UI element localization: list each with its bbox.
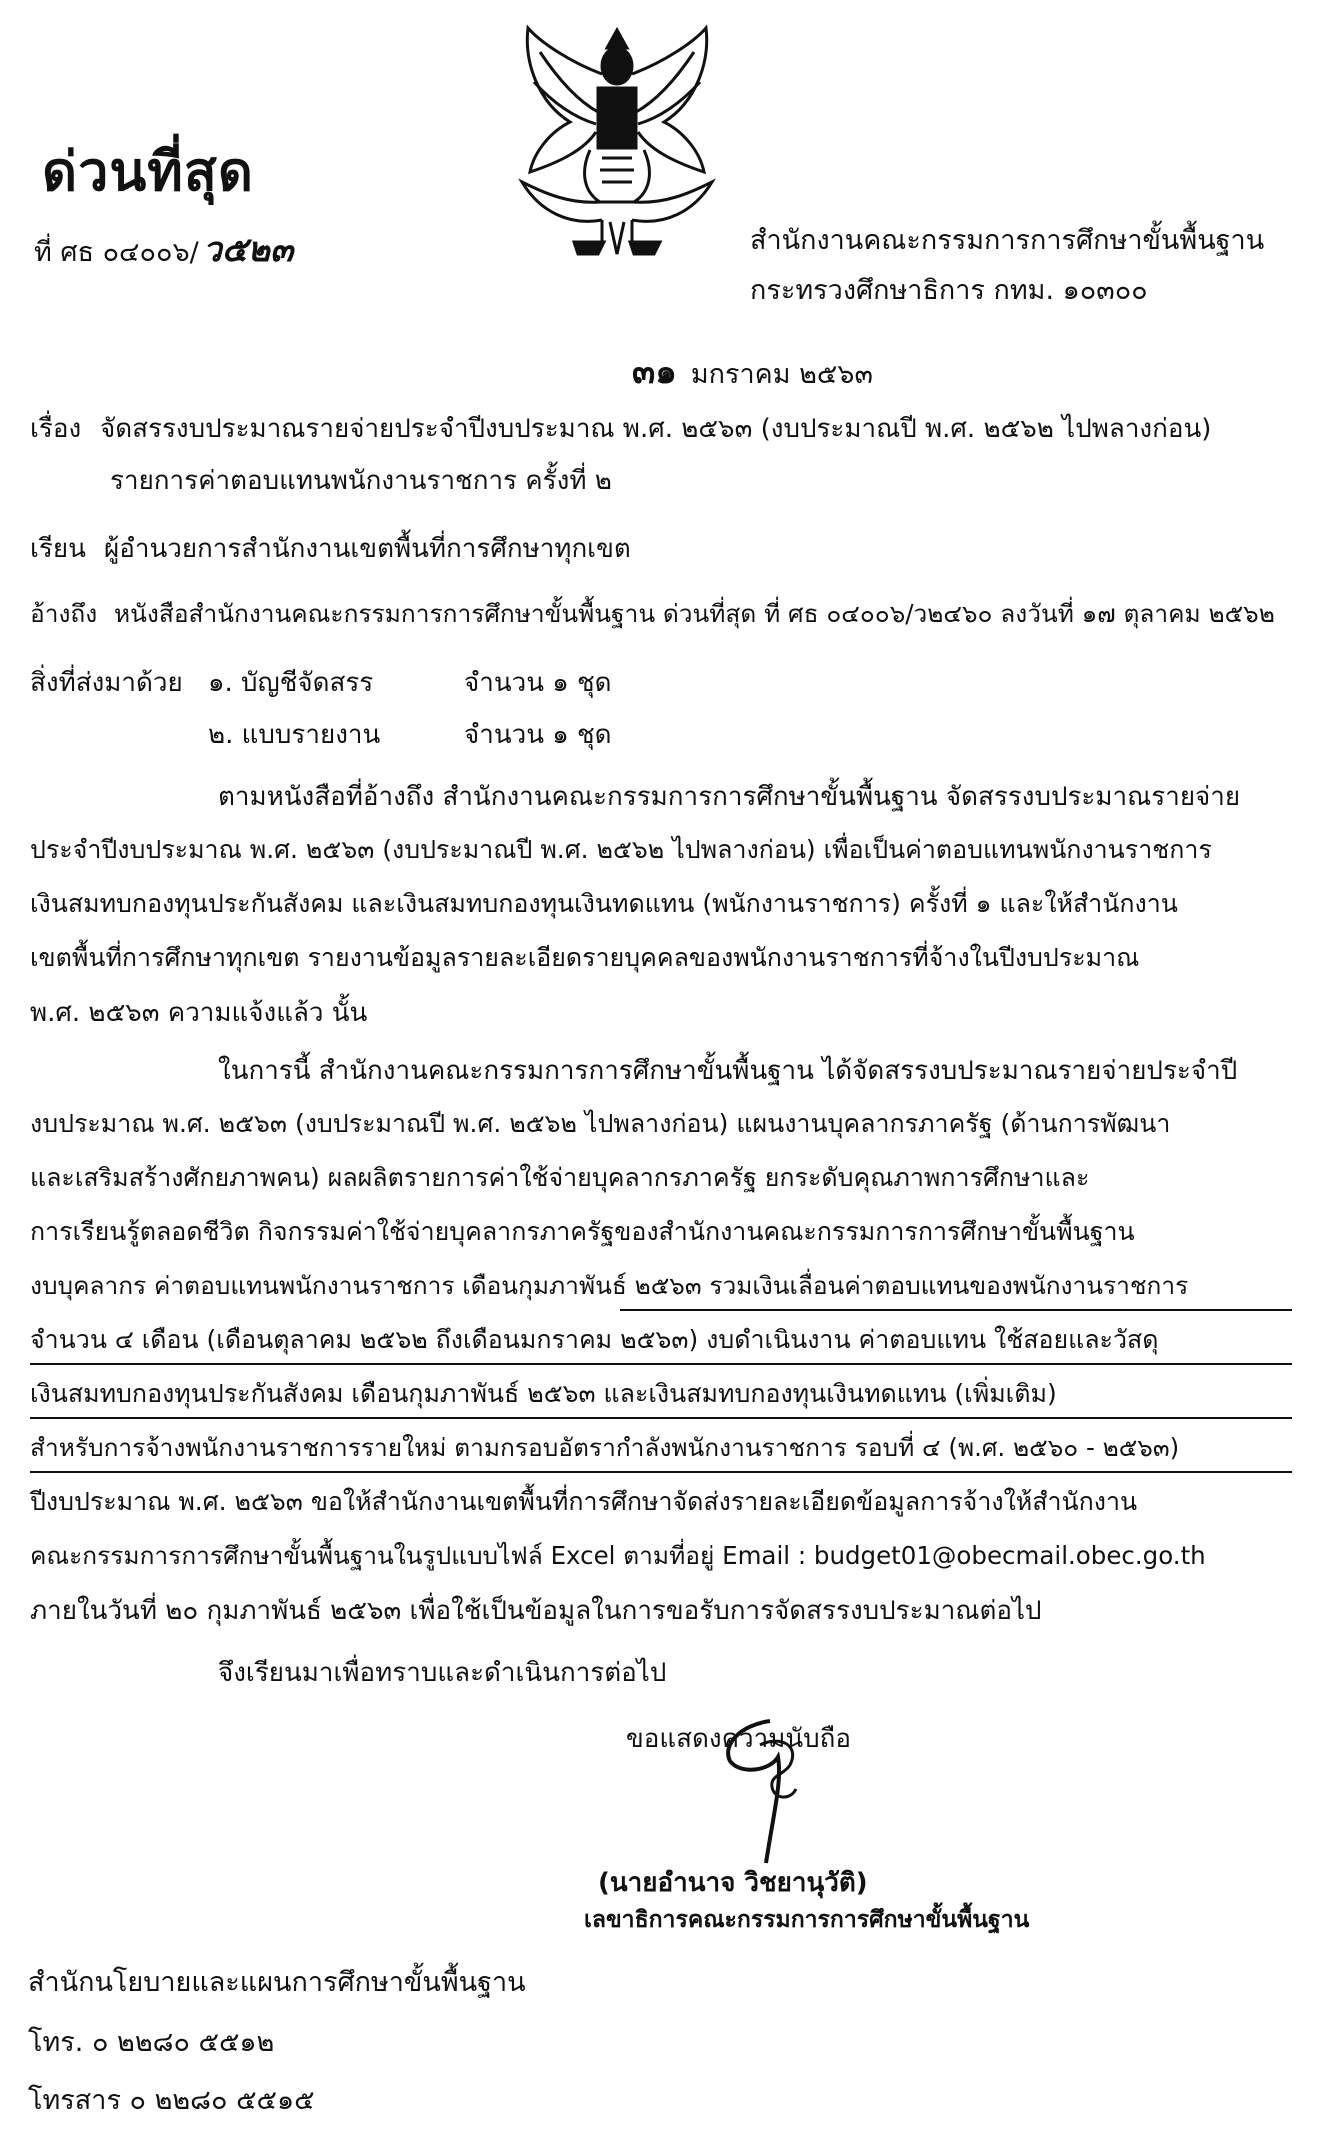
signatory-name: (นายอำนาจ วิชยานุวัติ) <box>598 1868 868 1898</box>
subject-label: เรื่อง <box>30 414 82 444</box>
paragraph-2-line: งบประมาณ พ.ศ. ๒๕๖๓ (งบประมาณปี พ.ศ. ๒๕๖๒ ไปพลางก่อน) แผนงานบุคลากรภาครัฐ (ด้านการพัฒนา <box>30 1109 1171 1138</box>
reference-label: อ้างถึง <box>30 599 98 628</box>
document-date <box>632 344 873 398</box>
issuing-ministry-address: กระทรวงศึกษาธิการ กทม. ๑๐๓๐๐ <box>750 275 1148 306</box>
reference-value: หนังสือสำนักงานคณะกรรมการการศึกษาขั้นพื้นฐาน ด่วนที่สุด ที่ ศธ ๐๔๐๐๖/ว๒๔๖๐ ลงวันที่ ๑๗ ตุลาคม ๒๕๖๒ <box>114 599 1275 628</box>
paragraph-2-line: ภายในวันที่ ๒๐ กุมภาพันธ์ ๒๕๖๓ เพื่อใช้เป็นข้อมูลในการขอรับการจัดสรรงบประมาณต่อไป <box>30 1596 1042 1626</box>
paragraph-2-line: ปีงบประมาณ พ.ศ. ๒๕๖๓ ขอให้สำนักงานเขตพื้นที่การศึกษาจัดส่งรายละเอียดข้อมูลการจ้างให้สำนักงาน <box>30 1487 1138 1516</box>
handwritten-underline <box>30 1471 1292 1473</box>
attachment-2-qty: จำนวน ๑ ชุด <box>464 720 612 750</box>
paragraph-1-line: พ.ศ. ๒๕๖๓ ความแจ้งแล้ว นั้น <box>30 998 368 1028</box>
handwritten-underline <box>620 1309 1292 1311</box>
paragraph-2-line: ในการนี้ สำนักงานคณะกรรมการการศึกษาขั้นพื้นฐาน ได้จัดสรรงบประมาณรายจ่ายประจำปี <box>218 1056 1238 1086</box>
paragraph-2-line: และเสริมสร้างศักยภาพคน) ผลผลิตรายการค่าใช้จ่ายบุคลากรภาครัฐ ยกระดับคุณภาพการศึกษาและ <box>30 1163 1090 1192</box>
paragraph-2-line: การเรียนรู้ตลอดชีวิต กิจกรรมค่าใช้จ่ายบุคลากรภาครัฐของสำนักงานคณะกรรมการการศึกษาขั้นพื้นฐาน <box>30 1217 1135 1246</box>
subject-text-line2: รายการค่าตอบแทนพนักงานราชการ ครั้งที่ ๒ <box>110 466 612 496</box>
paragraph-1-line: ตามหนังสือที่อ้างถึง สำนักงานคณะกรรมการการศึกษาขั้นพื้นฐาน จัดสรรงบประมาณรายจ่าย <box>218 782 1241 812</box>
fax-number: โทรสาร ๐ ๒๒๘๐ ๕๕๑๕ <box>28 2085 315 2116</box>
paragraph-2-line: เงินสมทบกองทุนประกันสังคม เดือนกุมภาพันธ์ ๒๕๖๓ และเงินสมทบกองทุนเงินทดแทน (เพิ่มเติม) <box>30 1379 1057 1408</box>
attachment-1-name: ๑. บัญชีจัดสรร <box>208 668 374 698</box>
closing-sentence: จึงเรียนมาเพื่อทราบและดำเนินการต่อไป <box>218 1658 667 1688</box>
handwritten-underline <box>30 1417 1292 1419</box>
recipient-label: เรียน <box>30 534 86 564</box>
signatory-title: เลขาธิการคณะกรรมการการศึกษาขั้นพื้นฐาน <box>584 1907 1030 1933</box>
urgency-heading: ด่วนที่สุด <box>42 140 254 203</box>
paragraph-1-line: ประจำปีงบประมาณ พ.ศ. ๒๕๖๓ (งบประมาณปี พ.ศ. ๒๕๖๒ ไปพลางก่อน) เพื่อเป็นค่าตอบแทนพนักงานราชการ <box>30 835 1212 864</box>
reference-handwritten-number: ว๕๒๓ <box>202 230 294 270</box>
paragraph-2-line: จำนวน ๔ เดือน (เดือนตุลาคม ๒๕๖๒ ถึงเดือนมกราคม ๒๕๖๓) งบดำเนินงาน ค่าตอบแทน ใช้สอยและวัสดุ <box>30 1325 1159 1354</box>
paragraph-1-line: เงินสมทบกองทุนประกันสังคม และเงินสมทบกองทุนเงินทดแทน (พนักงานราชการ) ครั้งที่ ๑ และให้สำนักงาน <box>30 889 1178 918</box>
attachment-1-qty: จำนวน ๑ ชุด <box>464 668 612 698</box>
reference-prefix: ที่ ศธ ๐๔๐๐๖/ <box>34 237 199 268</box>
paragraph-2-line: คณะกรรมการการศึกษาขั้นพื้นฐานในรูปแบบไฟล์ Excel ตามที่อยู่ Email : budget01@obecmail.obec.go.th <box>30 1541 1206 1570</box>
telephone-number: โทร. ๐ ๒๒๘๐ ๕๕๑๒ <box>28 2027 275 2058</box>
garuda-emblem <box>510 22 725 266</box>
paragraph-2-line: งบบุคลากร ค่าตอบแทนพนักงานราชการ เดือนกุมภาพันธ์ ๒๕๖๓ รวมเงินเลื่อนค่าตอบแทนของพนักงานราชการ <box>30 1271 1189 1300</box>
recipient-value: ผู้อำนวยการสำนักงานเขตพื้นที่การศึกษาทุกเขต <box>104 534 631 564</box>
department-name: สำนักนโยบายและแผนการศึกษาขั้นพื้นฐาน <box>28 1967 526 1998</box>
handwritten-underline <box>30 1363 1292 1365</box>
subject-text-line1: จัดสรรงบประมาณรายจ่ายประจำปีงบประมาณ พ.ศ. ๒๕๖๓ (งบประมาณปี พ.ศ. ๒๕๖๒ ไปพลางก่อน) <box>100 414 1212 444</box>
document-reference-number <box>34 222 293 276</box>
regards-text: ขอแสดงความนับถือ <box>626 1724 851 1754</box>
paragraph-1-line: เขตพื้นที่การศึกษาทุกเขต รายงานข้อมูลรายละเอียดรายบุคคลของพนักงานราชการที่จ้างในปีงบประมาณ <box>30 943 1140 972</box>
date-month-year: มกราคม ๒๕๖๓ <box>690 359 873 390</box>
issuing-office: สำนักงานคณะกรรมการการศึกษาขั้นพื้นฐาน <box>750 225 1265 256</box>
handwritten-signature <box>700 1715 840 1865</box>
attachment-2-name: ๒. แบบรายงาน <box>208 720 381 750</box>
paragraph-2-line: สำหรับการจ้างพนักงานราชการรายใหม่ ตามกรอบอัตรากำลังพนักงานราชการ รอบที่ ๔ (พ.ศ. ๒๕๖๐ - ๒๕๖๓) <box>30 1433 1180 1462</box>
date-day: ๓๑ <box>632 352 677 392</box>
attachments-label: สิ่งที่ส่งมาด้วย <box>30 668 183 698</box>
